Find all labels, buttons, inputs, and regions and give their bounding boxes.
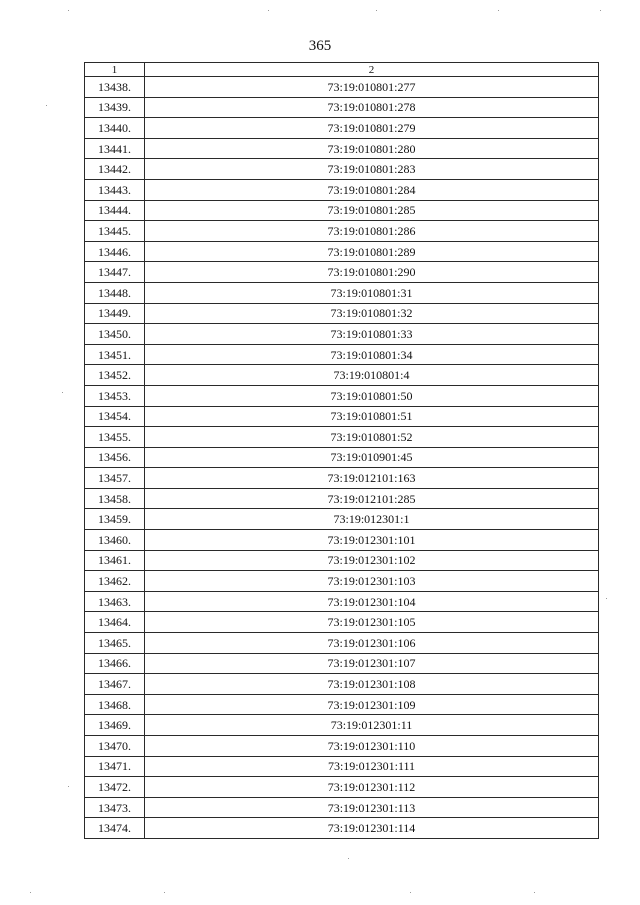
cadastral-number-cell: 73:19:010801:283 [145, 159, 599, 180]
cadastral-number-cell: 73:19:010801:277 [145, 77, 599, 98]
table-row [85, 324, 599, 345]
cadastral-number-cell: 73:19:012301:111 [145, 756, 599, 777]
scan-speck [348, 858, 349, 859]
table-row [85, 488, 599, 509]
row-index-cell: 13472. [85, 777, 145, 798]
row-index-cell: 13468. [85, 694, 145, 715]
table-row [85, 797, 599, 818]
cadastral-number-cell: 73:19:010801:51 [145, 406, 599, 427]
row-index-cell: 13447. [85, 262, 145, 283]
table-row [85, 818, 599, 839]
cadastral-number-cell: 73:19:010801:290 [145, 262, 599, 283]
row-index-cell: 13466. [85, 653, 145, 674]
row-index-cell: 13459. [85, 509, 145, 530]
header-row [85, 63, 599, 77]
row-index-cell: 13438. [85, 77, 145, 98]
table-row [85, 591, 599, 612]
cadastral-number-cell: 73:19:012301:1 [145, 509, 599, 530]
row-index-cell: 13440. [85, 118, 145, 139]
table-row [85, 468, 599, 489]
cadastral-number-cell: 73:19:012301:114 [145, 818, 599, 839]
cadastral-number-cell: 73:19:012301:113 [145, 797, 599, 818]
table-row [85, 344, 599, 365]
cadastral-number-cell: 73:19:010801:280 [145, 138, 599, 159]
table-row [85, 633, 599, 654]
row-index-cell: 13467. [85, 674, 145, 695]
table-row [85, 674, 599, 695]
cadastral-number-cell: 73:19:012301:110 [145, 736, 599, 757]
table-row [85, 427, 599, 448]
table-row [85, 653, 599, 674]
row-index-cell: 13443. [85, 179, 145, 200]
scan-speck [376, 10, 377, 11]
scan-speck [606, 598, 607, 599]
table-row [85, 282, 599, 303]
cadastral-number-cell: 73:19:010801:285 [145, 200, 599, 221]
cadastral-number-cell: 73:19:010801:279 [145, 118, 599, 139]
table-row [85, 200, 599, 221]
cadastral-number-cell: 73:19:010801:32 [145, 303, 599, 324]
table-row [85, 365, 599, 386]
cadastral-number-cell: 73:19:010801:4 [145, 365, 599, 386]
page-number: 365 [308, 38, 332, 54]
cadastral-number-table [84, 62, 599, 839]
row-index-cell: 13444. [85, 200, 145, 221]
table-row [85, 530, 599, 551]
scan-speck [534, 892, 535, 893]
cadastral-number-cell: 73:19:010801:284 [145, 179, 599, 200]
cadastral-number-cell: 73:19:012301:102 [145, 550, 599, 571]
row-index-cell: 13471. [85, 756, 145, 777]
row-index-cell: 13441. [85, 138, 145, 159]
row-index-cell: 13465. [85, 633, 145, 654]
scan-speck [600, 10, 601, 11]
table-row [85, 715, 599, 736]
table-row [85, 509, 599, 530]
scan-speck [498, 10, 499, 11]
column-header-cadastral-number: 2 [145, 63, 599, 77]
cadastral-number-cell: 73:19:012301:104 [145, 591, 599, 612]
cadastral-number-cell: 73:19:012301:101 [145, 530, 599, 551]
table-row [85, 571, 599, 592]
row-index-cell: 13439. [85, 97, 145, 118]
row-index-cell: 13451. [85, 344, 145, 365]
cadastral-number-cell: 73:19:010801:286 [145, 221, 599, 242]
cadastral-number-cell: 73:19:012301:106 [145, 633, 599, 654]
row-index-cell: 13464. [85, 612, 145, 633]
table-row [85, 179, 599, 200]
table-row [85, 385, 599, 406]
cadastral-number-cell: 73:19:010801:289 [145, 241, 599, 262]
scan-speck [410, 892, 411, 893]
cadastral-number-cell: 73:19:010801:50 [145, 385, 599, 406]
row-index-cell: 13460. [85, 530, 145, 551]
table-row [85, 756, 599, 777]
scan-speck [164, 892, 165, 893]
table-row [85, 97, 599, 118]
row-index-cell: 13463. [85, 591, 145, 612]
column-header-index: 1 [85, 63, 145, 77]
cadastral-number-cell: 73:19:012301:109 [145, 694, 599, 715]
table-row [85, 406, 599, 427]
row-index-cell: 13474. [85, 818, 145, 839]
scan-speck [30, 892, 31, 893]
table-row [85, 221, 599, 242]
table-row [85, 736, 599, 757]
row-index-cell: 13470. [85, 736, 145, 757]
cadastral-number-cell: 73:19:010801:34 [145, 344, 599, 365]
row-index-cell: 13461. [85, 550, 145, 571]
row-index-cell: 13473. [85, 797, 145, 818]
row-index-cell: 13458. [85, 488, 145, 509]
cadastral-number-cell: 73:19:012101:285 [145, 488, 599, 509]
table-row [85, 447, 599, 468]
table-row [85, 694, 599, 715]
row-index-cell: 13462. [85, 571, 145, 592]
scan-speck [68, 10, 69, 11]
row-index-cell: 13446. [85, 241, 145, 262]
table-row [85, 303, 599, 324]
cadastral-number-cell: 73:19:010801:52 [145, 427, 599, 448]
cadastral-number-cell: 73:19:010801:31 [145, 282, 599, 303]
table-row [85, 241, 599, 262]
table-body [85, 77, 599, 839]
row-index-cell: 13448. [85, 282, 145, 303]
table-row [85, 777, 599, 798]
cadastral-number-cell: 73:19:012301:107 [145, 653, 599, 674]
row-index-cell: 13452. [85, 365, 145, 386]
row-index-cell: 13457. [85, 468, 145, 489]
cadastral-number-cell: 73:19:012101:163 [145, 468, 599, 489]
table-row [85, 550, 599, 571]
table-row [85, 77, 599, 98]
row-index-cell: 13455. [85, 427, 145, 448]
scan-speck [46, 105, 47, 106]
cadastral-number-cell: 73:19:012301:112 [145, 777, 599, 798]
table-row [85, 138, 599, 159]
cadastral-number-cell: 73:19:012301:103 [145, 571, 599, 592]
scan-speck [268, 10, 269, 11]
table-row [85, 159, 599, 180]
table-row [85, 118, 599, 139]
row-index-cell: 13449. [85, 303, 145, 324]
scan-speck [62, 392, 63, 393]
row-index-cell: 13469. [85, 715, 145, 736]
table-row [85, 612, 599, 633]
row-index-cell: 13442. [85, 159, 145, 180]
cadastral-number-cell: 73:19:012301:108 [145, 674, 599, 695]
cadastral-number-cell: 73:19:012301:11 [145, 715, 599, 736]
cadastral-number-cell: 73:19:010901:45 [145, 447, 599, 468]
scan-speck [68, 786, 69, 787]
row-index-cell: 13450. [85, 324, 145, 345]
row-index-cell: 13454. [85, 406, 145, 427]
table-row [85, 262, 599, 283]
row-index-cell: 13453. [85, 385, 145, 406]
cadastral-number-cell: 73:19:010801:33 [145, 324, 599, 345]
table-header [85, 63, 599, 77]
cadastral-number-cell: 73:19:010801:278 [145, 97, 599, 118]
row-index-cell: 13445. [85, 221, 145, 242]
row-index-cell: 13456. [85, 447, 145, 468]
cadastral-number-cell: 73:19:012301:105 [145, 612, 599, 633]
